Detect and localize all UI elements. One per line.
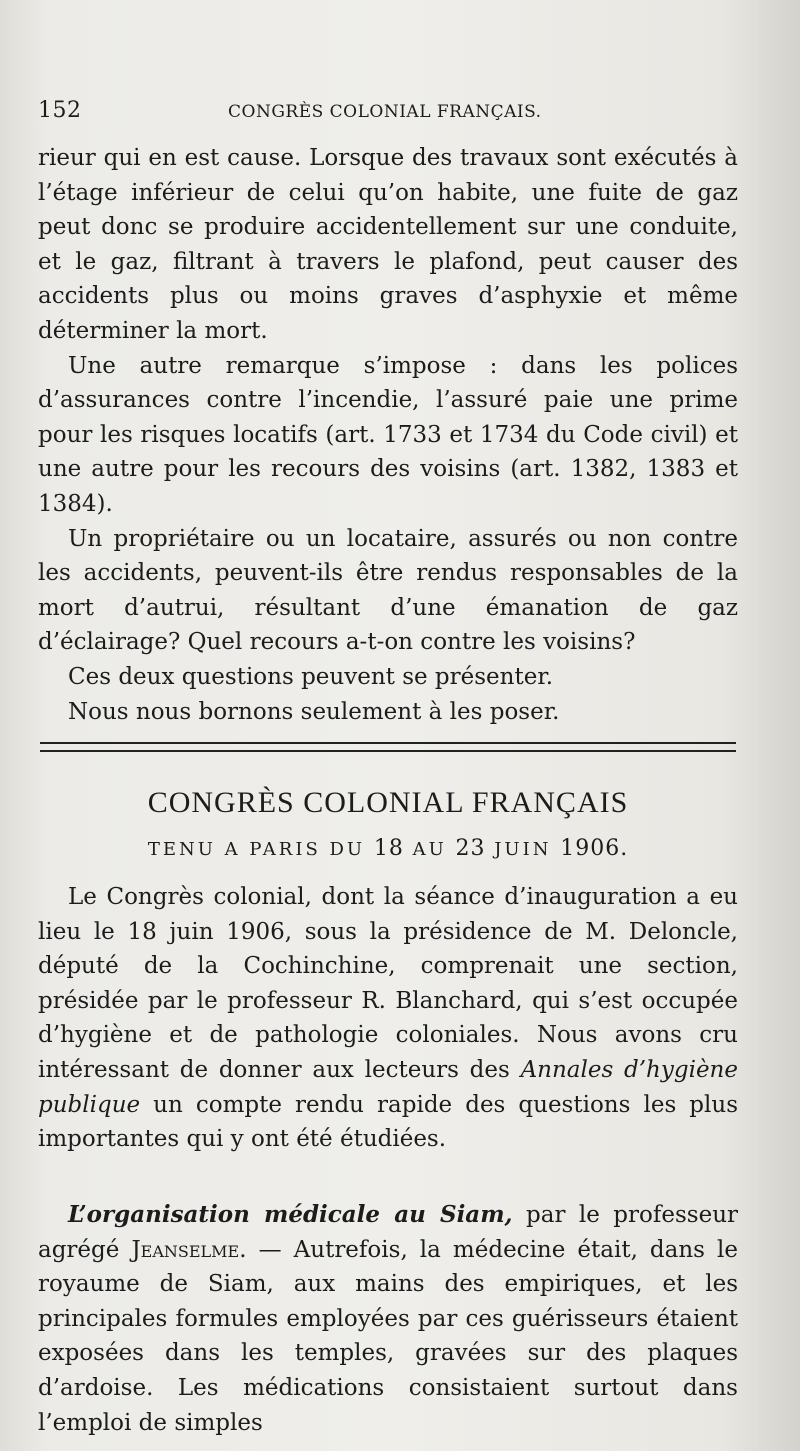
paragraph-closing: Nous nous bornons seulement à les poser. <box>68 698 560 725</box>
intro-text-end: un compte rendu rapide des questions les plus importantes qui y ont été étudiées. <box>38 1091 738 1153</box>
subtitle-month: JUIN <box>494 839 552 860</box>
running-head <box>38 98 738 128</box>
article-title: L’organisation médicale au Siam, <box>68 1201 513 1228</box>
top-text-block <box>38 141 738 729</box>
section-title: CONGRÈS COLONIAL FRANÇAIS <box>147 786 629 819</box>
subtitle-day-start: 18 <box>373 836 404 861</box>
journal-title: Annales d’hygiène publique <box>38 1056 738 1118</box>
intro-text-start: Le Congrès colonial, dont la séance d’inauguration a eu lieu le 18 juin 1906, sous la présidence de M. Deloncle, député de la Cochinchine, comprenait une section, présidée par le professeur R. Blanchard, qui s’est occupée d’hygiène et de pathologie coloniales. Nous avons cru intéressant de donner aux lecteurs des <box>38 884 738 1083</box>
subtitle-day-end: 23 <box>455 836 486 861</box>
page-number: 152 <box>38 98 82 123</box>
paragraph-responsibility-question: Un propriétaire ou un locataire, assurés ou non contre les accidents, peuvent-ils être rendus responsables de la mort d’autrui, résultant d’une émanation de gaz d’éclairage? Quel recours a-t-on contre les voisins? <box>38 525 738 656</box>
section-rule-bottom <box>40 750 736 752</box>
paragraph-continuation: rieur qui en est cause. Lorsque des travaux sont exécutés à l’étage inférieur de celui qu’on habite, une fuite de gaz peut donc se produire accidentellement sur une conduite, et le gaz, filtrant à travers le plafond, peut causer des accidents plus ou moins graves d’asphyxie et même déterminer la mort. <box>38 145 738 344</box>
paragraph-two-questions: Ces deux questions peuvent se présenter. <box>68 663 554 690</box>
article-body: . — Autrefois, la médecine était, dans le royaume de Siam, aux mains des empiriques, et les principales formules employées par ces guérisseurs étaient exposées dans les temples, gravées sur des plaques d’ardoise. Les médications consistaient surtout dans l’emploi de simples <box>38 1236 738 1436</box>
subtitle-pre: TENU A PARIS DU <box>147 839 366 860</box>
article-block <box>38 1198 738 1440</box>
article-paragraph <box>38 1198 738 1440</box>
intro-paragraph <box>38 880 738 1157</box>
article-author: Jeanselme <box>131 1236 240 1263</box>
running-title: CONGRÈS COLONIAL FRANÇAIS. <box>228 102 542 122</box>
section-subtitle <box>38 836 738 861</box>
paragraph-insurance-remark: Une autre remarque s’impose : dans les polices d’assurances contre l’incendie, l’assuré paie une prime pour les risques locatifs (art. 1733 et 1734 du Code civil) et une autre pour les recours des voisins (art. 1382, 1383 et 1384). <box>38 352 738 517</box>
section-rule-top <box>40 742 736 744</box>
subtitle-mid: AU <box>412 839 447 860</box>
intro-block <box>38 880 738 1157</box>
subtitle-year: 1906. <box>560 836 629 861</box>
article-byline: par le professeur agrégé <box>38 1202 739 1263</box>
